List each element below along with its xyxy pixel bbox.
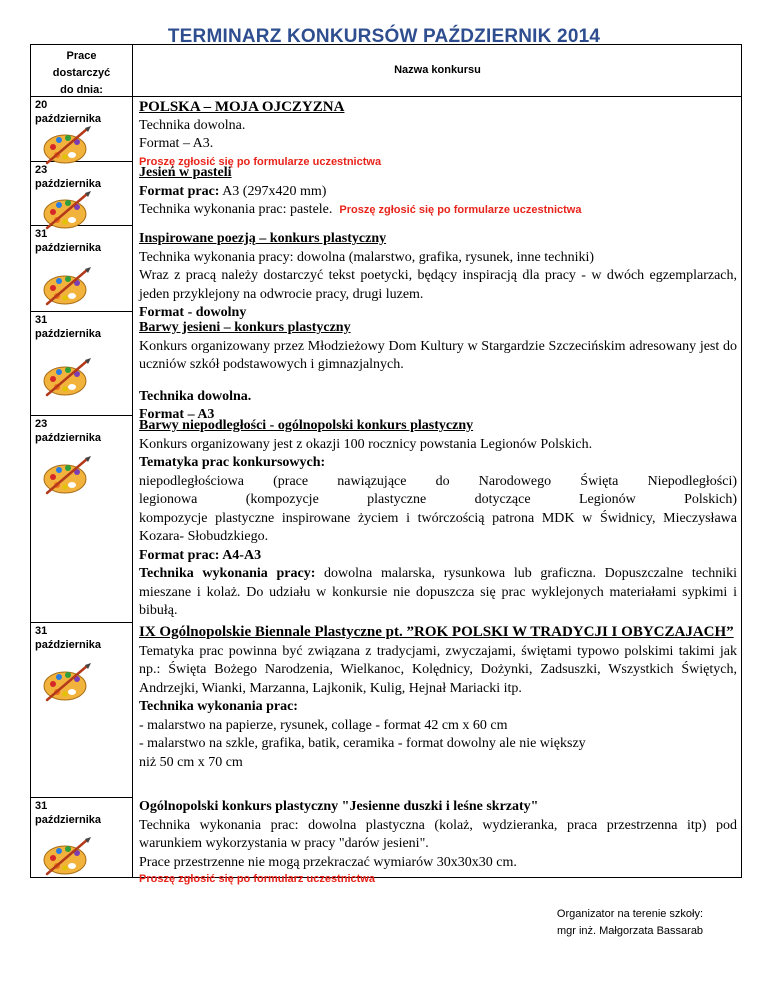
contest-title: Barwy jesieni – konkurs plastyczny xyxy=(139,320,351,335)
page-title: TERMINARZ KONKURSÓW PAŹDZIERNIK 2014 xyxy=(167,26,601,47)
organizer-label: Organizator na terenie szkoły: xyxy=(556,908,704,920)
organizer-name: mgr inż. Małgorzata Bassarab xyxy=(556,925,704,937)
contest-title: Jesień w pasteli xyxy=(139,165,232,180)
contest-entry: Jesień w pasteli Format prac: A3 (297x420 mm) Technika wykonania prac: pastele. Proszę zgłosić się po formularze uczestnictwa xyxy=(139,164,737,220)
contest-entry: Barwy jesieni – konkurs plastyczny Konkurs organizowany przez Młodzieżowy Dom Kultury w Stargardzie Szczecińskim adresowany jest do uczniów szkół podstawowych i gimnazjalnych. Technika dowolna. Format – A3 xyxy=(139,320,737,422)
date-cell: 31 października xyxy=(35,228,102,254)
paint-palette-icon xyxy=(41,125,93,165)
contest-entry: Inspirowane poezją – konkurs plastyczny Technika wykonania pracy: dowolna (malarstwo, grafika, rysunek, inne techniki) Wraz z pracą należy dostarczyć tekst poetycki, będący inspiracją dla pracy - w dwóch egzemplarzach, jeden przyklejony na odwrocie pracy, drugi luzem. Format - dowolny xyxy=(139,231,737,320)
date-cell: 23 października xyxy=(35,164,102,190)
date-cell: 20 października xyxy=(35,99,102,125)
paint-palette-icon xyxy=(41,357,93,397)
date-cell: 31 października xyxy=(35,800,102,826)
date-column-header: Prace dostarczyć do dnia: xyxy=(52,50,111,96)
column-divider xyxy=(132,45,133,877)
registration-note: Proszę zgłosić się po formularze uczestnictwa xyxy=(339,204,582,216)
contest-title: Barwy niepodległości - ogólnopolski konkurs plastyczny xyxy=(139,418,474,433)
name-column-header: Nazwa konkursu xyxy=(394,64,481,76)
contest-table xyxy=(30,44,742,885)
registration-note: Proszę zgłosić się po formularze uczestnictwa xyxy=(139,155,382,168)
registration-note: Proszę zgłosić się po formularz uczestnictwa xyxy=(139,873,375,885)
date-cell: 31 października xyxy=(35,314,102,340)
date-cell: 31 października xyxy=(35,625,102,651)
paint-palette-icon xyxy=(41,266,93,306)
paint-palette-icon xyxy=(41,455,93,495)
row-divider xyxy=(31,311,132,312)
row-divider xyxy=(31,797,132,798)
row-divider xyxy=(31,415,132,416)
contest-entry: Ogólnopolski konkurs plastyczny "Jesienne duszki i leśne skrzaty" Technika wykonania prac: dowolna plastyczna (kolaż, wydzieranka, praca przestrzenna itp) pod warunkiem wykorzystania w pracy "darów jesieni". Prace przestrzenne nie mogą przekraczać wymiarów 30x30x30 cm. Proszę zgłosić się po formularz uczestnictwa xyxy=(139,799,737,885)
contest-title: Ogólnopolski konkurs plastyczny "Jesienne duszki i leśne skrzaty" xyxy=(139,799,539,814)
contest-title: POLSKA – MOJA OJCZYZNA xyxy=(139,99,345,115)
contest-title: IX Ogólnopolskie Biennale Plastyczne pt. ”ROK POLSKI W TRADYCJI I OBYCZAJACH” xyxy=(139,624,734,640)
contest-entry: Barwy niepodległości - ogólnopolski konkurs plastyczny Konkurs organizowany jest z okazji 100 rocznicy powstania Legionów Polskich. Tematyka prac konkursowych: niepodległościowa (prace nawiązujące do Narodowego Święta Niepodległości) legionowa (kompozycje plastyczne dotyczące Legionów Polskich) kompozycje plastyczne inspirowane życiem i twórczością patrona MDK w Świdnicy, Mieczysława Kozara- Słobudzkiego. Format prac: A4-A3 Technika wykonania pracy: dowolna malarska, rysunkowa lub graficzna. Dopuszczalne techniki mieszane i kolaż. Do udziału w konkursie nie dopuszcza się prac wyklejonych materiałami sypkimi i bibułą. xyxy=(139,418,737,618)
contest-entry: IX Ogólnopolskie Biennale Plastyczne pt. ”ROK POLSKI W TRADYCJI I OBYCZAJACH” Tematyka prac powinna być związana z tradycjami, zwyczajami, świętami typowo polskimi takimi jak np.: Święta Bożego Narodzenia, Wielkanoc, Kolędnicy, Dożynki, Zadsuszki, Wszystkich Świętych, Andrzejki, Wianki, Marzanna, Lajkonik, Kulig, Hejnał Mariacki itp. Technika wykonania prac: - malarstwo na papierze, rysunek, collage - format 42 cm x 60 cm - malarstwo na szkle, grafika, batik, ceramika - format dowolny ale nie większy niż 50 cm x 70 cm xyxy=(139,624,737,770)
header-divider xyxy=(31,96,741,97)
paint-palette-icon xyxy=(41,662,93,702)
contest-entry: POLSKA – MOJA OJCZYZNA Technika dowolna. Format – A3. Proszę zgłosić się po formularze uczestnictwa xyxy=(139,98,737,171)
row-divider xyxy=(31,622,132,623)
date-cell: 23 października xyxy=(35,418,102,444)
paint-palette-icon xyxy=(41,190,93,230)
contest-title: Inspirowane poezją – konkurs plastyczny xyxy=(139,231,387,246)
paint-palette-icon xyxy=(41,836,93,876)
